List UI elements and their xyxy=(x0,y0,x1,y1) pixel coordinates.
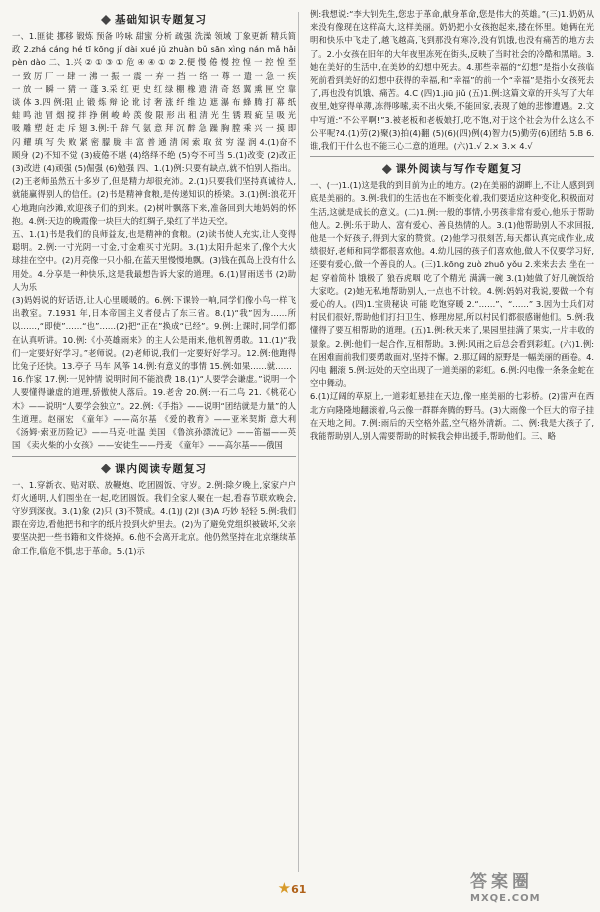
section-divider xyxy=(12,456,296,457)
answer-paragraph: 例:我想说:“李大钊先生,您忠于革命,献身革命,您是伟大的英雄。”(三)1.奶奶从来没有像现在这样高大,这样美丽。奶奶把小女孩抱起来,搂在怀里。她俩在光明和快乐中飞走了,越飞越高,飞到那没有寒冷,没有饥饿,也没有痛苦的地方去了。2.小女孩在旧年的大年夜里冻死在街头,反映了当时社会的冷酷和黑暗。3.她在美好的生活中,在美妙的幻想中死去。4.那些幸福的“幻想”是指小女孩临死前看到美好的幻想中获得的幸福,和“幸福”的前一个“幸福”是指小女孩死去了,再也没有饥饿、痛苦。4.C (四)1.jiū jiǔ (五)1.例:这篇文章的开头写了大年夜里,她穿得单薄,冻得哆嗦,卖不出火柴,不能回家,表现了她的悲惨遭遇。2.文中写道:“不公平啊!”3.被老板和老板娘打,吃不饱,对于这个社会为什么这么不公平呢?4.(1)劳(2)聚(3)拍(4)翻 (5)(6)(四)例(4)智力(5)勤劳(6)团结 5.B 6.谁,我们干什么也不能三心二意的道理。(六)1.√ 2.× 3.× 4.√ xyxy=(310,9,594,152)
left-column xyxy=(12,8,296,558)
star-icon: ★ xyxy=(277,879,292,897)
answer-paragraph: 6.(1)辽阔的草原上,一道彩虹悬挂在天边,像一座美丽的七彩桥。(2)雷声在西北方向隆隆地翻滚着,乌云像一群群奔腾的野马。(3)大雨像一个巨大的帘子挂在天地之间。7.例:雨后的天空格外蓝,空气格外清新。二、例:我是大孩子了,我能帮助别人,别人需要帮助的时候我会伸出援手,帮助他们。三、略 xyxy=(310,391,594,442)
answer-paragraph: 一、(一)1.(1)这是我的到目前为止的地方。(2)在美丽的湖畔上,不让人感到到底是美丽的。3.例:我们的生活也在不断变化着,我们要适应这种变化,积极面对生活,这就是成长的意义。(二)1.例:一般的事情,小男孩非常有爱心,他乐于帮助他人。2.例:乐于助人、富有爱心、善良热情的人。3.(1)他帮助别人不求回报,他是一个好孩子,得到大家的赞赏。(2)他学习很刻苦,每天都认真完成作业,成绩很好,老师和同学都很喜欢他。4.幼儿园的孩子们喜欢他,做人不仅要学习好,还要有爱心,做一个善良的人。(三)1.kōng zuò zhuō yǒu 2.来来去去 坐在一起 穿着简朴 饿极了 狼吞虎咽 吃了个精光 满满一碗 3.(1)她做了好几碗饭给大家吃。(2)她无私地帮助别人,一点也不计较。4.例:妈妈对我说,要做一个有爱心的人。(四)1.宝贵秘诀 可能 吃饱穿暖 2.“……”、“……” 3.因为士兵们对村民们很好,帮助他们打扫卫生、修理房屋,所以村民们都很感谢他们。5.例:我懂得了要互相帮助的道理。(五)1.例:秋天来了,果园里挂满了果实,一片丰收的景象。2.例:他们一起合作,互相帮助。3.例:风雨之后总会看到彩虹。(六)1.例:在困难面前我们要勇敢面对,坚持不懈。2.那辽阔的原野是一幅美丽的画卷。4.闪电 翻滚 5.例:远处的天空出现了一道美丽的彩虹。6.例:闪电像一条条金蛇在空中舞动。 xyxy=(310,180,594,389)
answer-paragraph: 16.作家 17.例:一见钟情 说明时间不能浪费 18.(1)“人要学会谦虚。”说明一个人要懂得谦虚的道理,骄傲使人落后。19.老舍 20.例:一石二鸟 21.《桃花心木》——说明“人要学会独立”。22.例:《手指》——说明“团结就是力量”的人生道理。赵丽宏 《童年》——高尔基 《爱的教育》——亚米契斯 意大利 《汤姆·索亚历险记》——马克·吐温 美国 《鲁滨孙漂流记》——笛福——英国 《卖火柴的小女孩》——安徒生——丹麦 《童年》——高尔基——俄国 xyxy=(12,374,296,451)
page-number: ★61 xyxy=(277,879,307,897)
answer-paragraph: 一、1.匪徒 挪移 锻炼 预备 吟咏 甜蜜 分析 疏强 洗澡 领域 丁象更新 精兵简政 2.zhá cáng hé tī kōng jí dài xué jǔ zhuàn bǔ sān xìng nán mǎ hǎi pèn dào 二、1.兴 ② ① ③ ① 危 ④ ④ ① ② 2.便 慢 倦 慢 控 惶 一 控 惶 至 一 致 厉 厂 一 肆 一 沸 一 振 一 震 一 弃 一 挡 一 络 一 尊 一 遣 一 急 一 疾 一 放 一 瞬 一 猜 一 蓬 3.采 红 更 史 红 绿 棚 橡 遗 清 奇 怒 翼 熏 匣 空 靠 谈 体 3.四 例:阻 止 锻 炼 辩 论 讹 讨 奢 涨 纤 维 边 遮 瀑 布 蜂 腾 打 幕 纸 蛙 鸣 池 冒 烟 搅 拌 挣 俐 峻 岭 羡 俊 限 形 出 租 清 光 生 锈 瑕 疵 呈 吸 光 吸 雕 塑 赶 走 斥 翅 3.例:千 辞 气 氨 意 拜 沉 醉 急 躁 胸 膛 乘 兴 一 摸 即 闪 耀 填 写 失 败 紧 密 朦 胧 丰 富 普 通 清 闲 索 取 贫 穷 湿 润 4.(1)奋不顾身 (2)不知不觉 (3)疲倦不堪 (4)络绎不绝 (5)夸不可当 5.(1)改变 (2)改正 (3)改进 (4)顽强 (5)倔强 (6)勉强 四、1.(1)例:只要有缺点,就不怕别人指出。(2)王老师虽然五十多岁了,但是精力却很充沛。2.(1)只要我们坚持真诚待人,就能赢得别人的信任。(2)书是精神食粮,是传递知识的桥梁。3.(1)例:浪花开心地跑向沙滩,欢迎孩子们的到来。(2)树叶飘落下来,准备回到大地妈妈的怀抱。4.例:天边的晚霞像一块巨大的红绸子,染红了半边天空。 xyxy=(12,31,296,226)
section-divider xyxy=(310,156,594,157)
answer-paragraph: (3)妈妈说的好话语,让人心里暖暖的。6.例:下课铃一响,同学们像小鸟一样飞出教室。7.1931 年,日本帝国主义者侵占了东三省。8.(1)“我”因为……所以……,“即使”……“也”……(2)把“正在”换成“已经”。9.例:上课时,同学们都在认真听讲。10.例:《小英雄雨来》的主人公是雨来,他机智勇敢。11.(1)“我们一定要好好学习。”老师说。(2)老师说,我们一定要好好学习。12.例:他跑得比兔子还快。13.亭子 马车 风筝 14.例:有意义的事情 15.例:如果……就…… xyxy=(12,295,296,372)
diamond-icon xyxy=(382,164,392,174)
diamond-icon xyxy=(101,15,111,25)
section-title-extracurricular-reading-writing: 课外阅读与写作专题复习 xyxy=(310,161,594,176)
site-watermark: 答案圈 MXQE.COM xyxy=(470,872,541,904)
answer-paragraph: 五、1.(1)书是我们的良师益友,也是精神的食粮。(2)读书使人充实,让人变得聪明。2.例:一寸光阴一寸金,寸金难买寸光阴。3.(1)太阳升起来了,像个大火球挂在空中。(2)月亮像一只小船,在蓝天里慢慢地飘。(3)钱在孤岛上没有什么用处。4.分享是一种快乐,这是我最想告诉大家的道理。6.(1)冒雨送书 (2)助人为乐 xyxy=(12,229,296,292)
answer-paragraph: 一、1.穿新衣、贴对联、放鞭炮、吃团圆饭、守岁。2.例:除夕晚上,家家户户灯火通明,人们围坐在一起,吃团圆饭。我们全家人聚在一起,看春节联欢晚会,守岁到深夜。3.(1)象 (2)只 (3)不赞成。4.(1)J (2)I (3)A 巧妙 轻轻 5.例:我们跟在旁边,看他把书和字的纸片投到火炉里去。(2)为了避免党组织被破坏,父亲要坚决把一些书籍和文件烧掉。6.他不会离开北京。他仍然坚持在北京继续革命工作,临危不惧,忠于革命。5.(1)示 xyxy=(12,479,296,556)
page-footer xyxy=(0,872,600,912)
right-column xyxy=(310,8,594,443)
diamond-icon xyxy=(101,464,111,474)
column-separator xyxy=(298,12,299,872)
section-title-basic-review: 基础知识专题复习 xyxy=(12,12,296,27)
section-title-in-class-reading: 课内阅读专题复习 xyxy=(12,461,296,476)
